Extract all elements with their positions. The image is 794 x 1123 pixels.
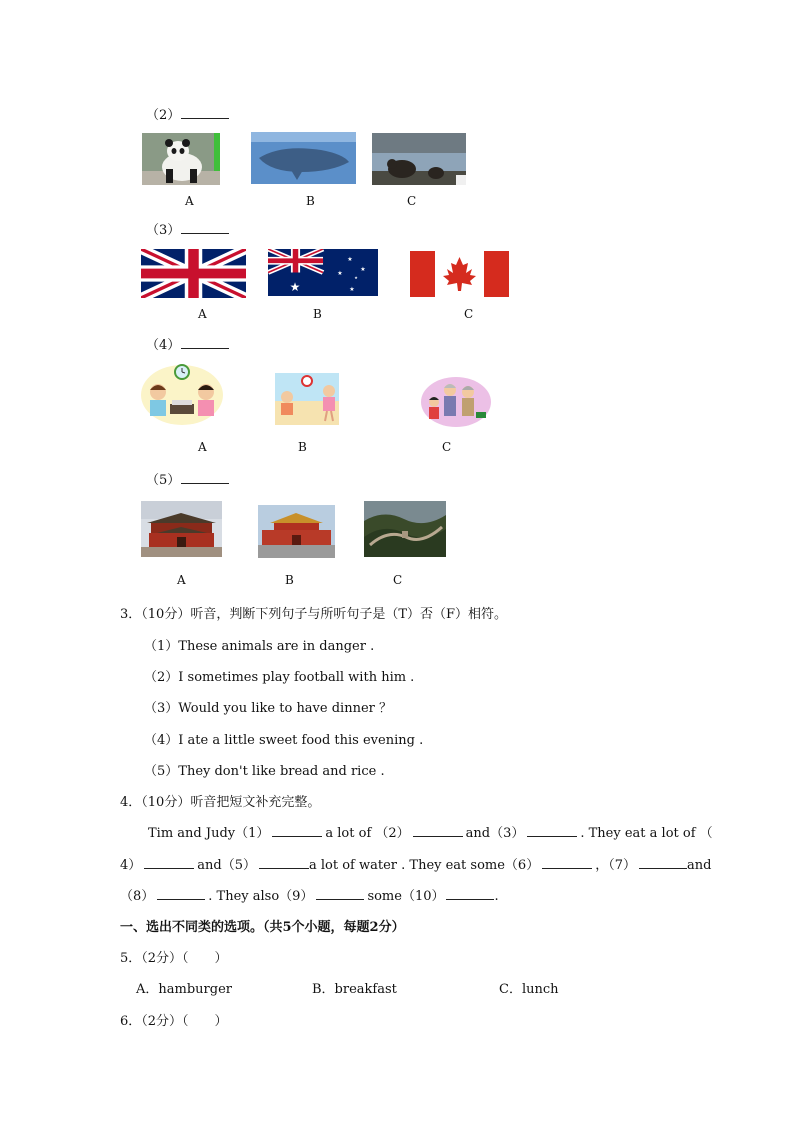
answer-blank[interactable] xyxy=(639,856,687,869)
beach-ball-cartoon-image xyxy=(273,371,341,427)
palace-museum-image xyxy=(141,501,222,557)
answer-blank[interactable] xyxy=(181,106,229,119)
q2-sub3-number: （3） xyxy=(146,223,181,238)
australia-flag-image xyxy=(268,249,378,296)
option-label-a: A xyxy=(198,440,207,454)
q3-item: （5）They don't like bread and rice . xyxy=(144,764,385,779)
answer-blank[interactable] xyxy=(542,856,592,869)
option-label-a: A xyxy=(177,573,186,587)
section-title: 一、选出不同类的选项。（共5个小题，每题2分） xyxy=(120,920,405,935)
q3-item: （2）I sometimes play football with him . xyxy=(144,670,415,685)
q5-option-a[interactable]: A．hamburger xyxy=(136,982,232,997)
option-label-b: B xyxy=(313,307,322,321)
q5-option-c[interactable]: C．lunch xyxy=(499,982,559,997)
whale-image xyxy=(251,132,356,184)
answer-blank[interactable] xyxy=(272,824,322,837)
svg-text:★: ★ xyxy=(289,280,301,294)
bears-image xyxy=(372,133,466,185)
family-cartoon-image xyxy=(420,376,492,428)
option-label-a: A xyxy=(198,307,207,321)
q5-option-b[interactable]: B．breakfast xyxy=(312,982,397,997)
answer-blank[interactable] xyxy=(446,887,494,900)
answer-blank[interactable] xyxy=(181,471,229,484)
q2-sub2-number: （2） xyxy=(146,108,181,123)
svg-text:★: ★ xyxy=(349,286,355,293)
q5-header: 5．（2分）（ ） xyxy=(120,951,228,966)
option-label-c: C xyxy=(393,573,403,587)
q3-item: （1）These animals are in danger . xyxy=(144,639,375,654)
answer-blank[interactable] xyxy=(157,887,205,900)
tiananmen-image xyxy=(258,505,335,558)
q4-line2: 4） and（5） a lot of water . They eat some（6） ，（7） and xyxy=(120,858,712,873)
option-label-b: B xyxy=(298,440,307,454)
q3-item: （4）I ate a little sweet food this evening . xyxy=(144,733,424,748)
answer-blank[interactable] xyxy=(527,824,577,837)
answer-blank[interactable] xyxy=(316,887,364,900)
q4-line1: Tim and Judy（1） a lot of （2） and（3） . They eat a lot of （ xyxy=(148,826,713,841)
answer-blank[interactable] xyxy=(413,824,463,837)
option-label-c: C xyxy=(464,307,474,321)
svg-text:★: ★ xyxy=(347,256,353,263)
svg-text:★: ★ xyxy=(337,270,343,277)
panda-image xyxy=(142,133,220,185)
great-wall-image xyxy=(364,501,446,557)
q2-sub5-number: （5） xyxy=(146,473,181,488)
option-label-c: C xyxy=(407,194,417,208)
option-label-b: B xyxy=(306,194,315,208)
option-label-b: B xyxy=(285,573,294,587)
answer-blank[interactable] xyxy=(259,856,309,869)
uk-flag-image xyxy=(141,249,246,298)
q3-header: 3．（10分）听音，判断下列句子与所听句子是（T）否（F）相符。 xyxy=(120,607,508,622)
q3-item: （3）Would you like to have dinner ？ xyxy=(144,701,392,716)
option-label-a: A xyxy=(185,194,194,208)
option-label-c: C xyxy=(442,440,452,454)
answer-blank[interactable] xyxy=(144,856,194,869)
svg-text:★: ★ xyxy=(360,266,366,273)
svg-text:★: ★ xyxy=(354,275,358,280)
chess-playing-cartoon-image xyxy=(140,362,225,427)
q4-line3: （8） . They also（9） some（10） . xyxy=(120,889,499,904)
q6-header: 6．（2分）（ ） xyxy=(120,1014,228,1029)
answer-blank[interactable] xyxy=(181,336,229,349)
q2-sub4-number: （4） xyxy=(146,338,181,353)
q4-header: 4．（10分）听音把短文补充完整。 xyxy=(120,795,321,810)
canada-flag-image xyxy=(410,251,509,297)
answer-blank[interactable] xyxy=(181,221,229,234)
